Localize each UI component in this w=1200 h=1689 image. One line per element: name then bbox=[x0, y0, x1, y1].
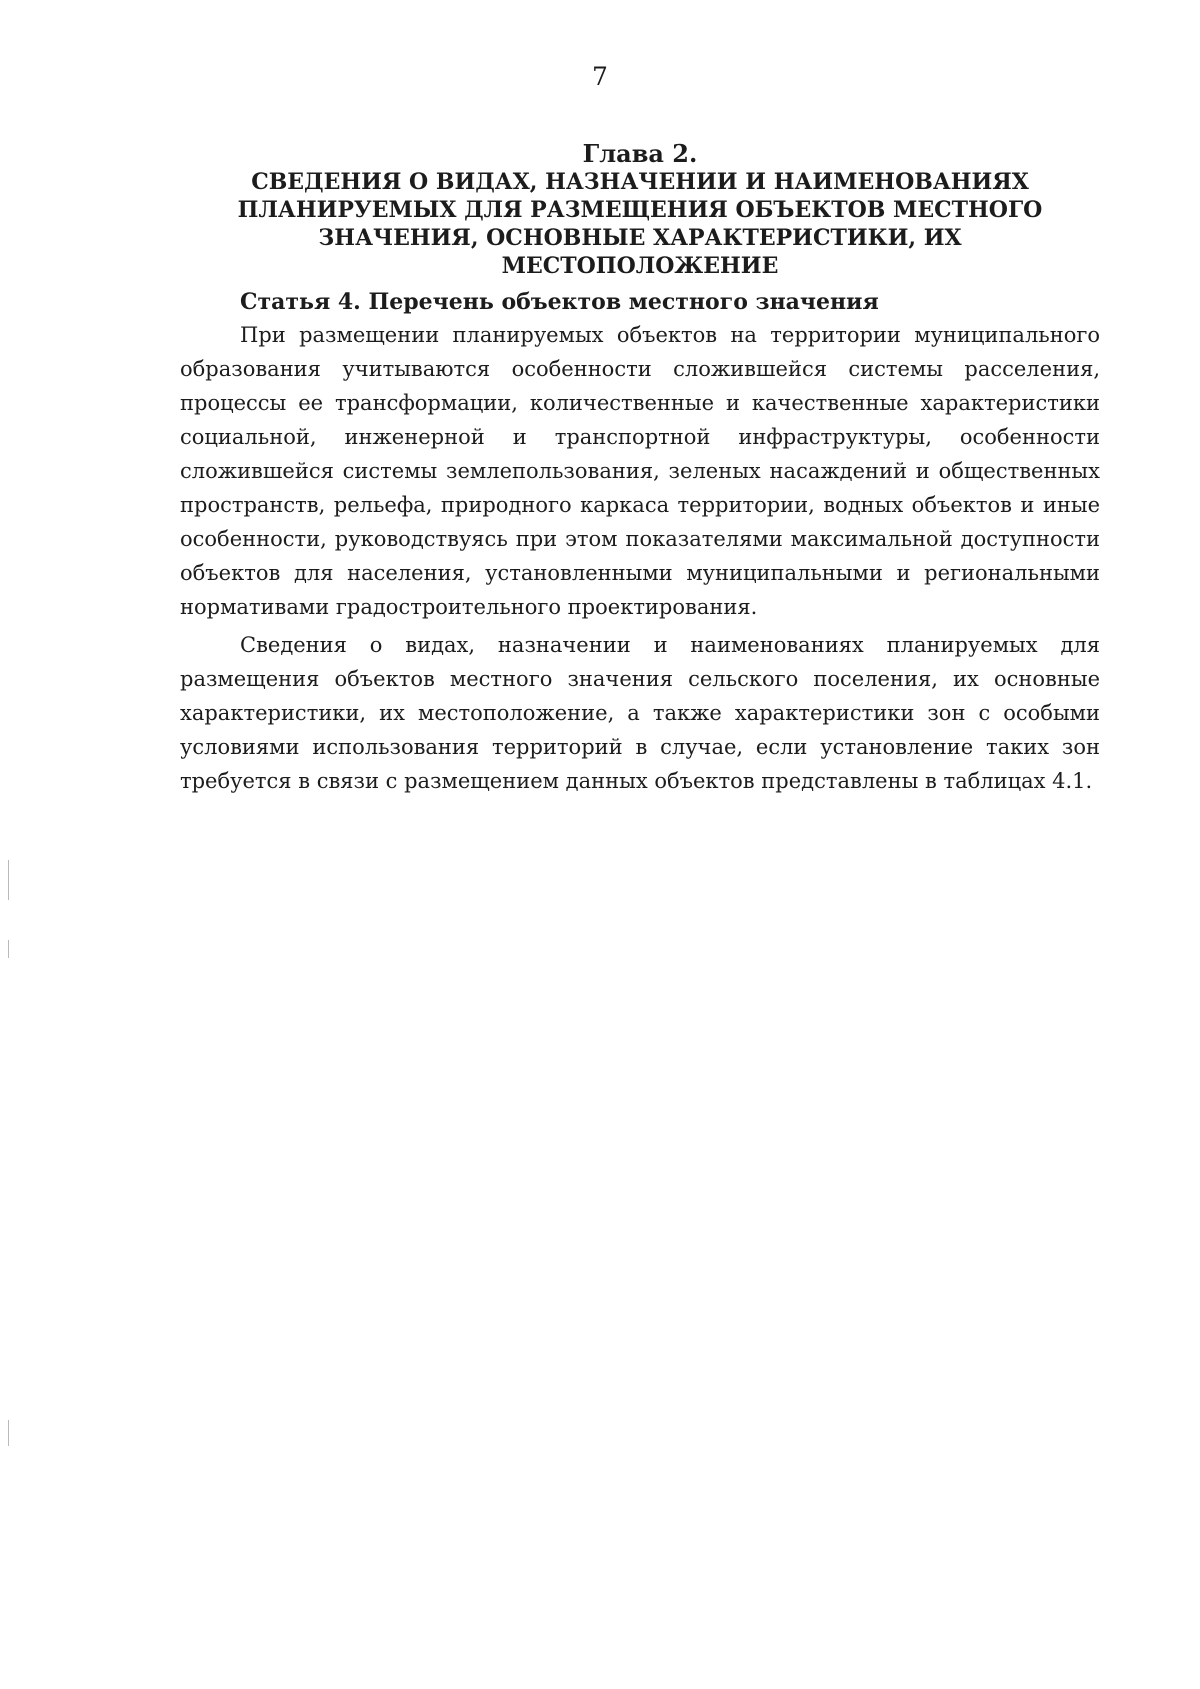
chapter-label: Глава 2. bbox=[582, 139, 698, 168]
article-title: Статья 4. Перечень объектов местного значения bbox=[240, 289, 879, 315]
paragraph: Сведения о видах, назначении и наименованиях планируемых для размещения объектов местного значения сельского поселения, их основные характеристики, их местоположение, а также характеристики зон с особыми условиями использования территорий в случае, если установление таких зон требуется в связи с размещением данных объектов представлены в таблицах 4.1. bbox=[180, 633, 1100, 793]
paragraph: При размещении планируемых объектов на территории муниципального образования учитываются особенности сложившейся системы расселения, процессы ее трансформации, количественные и качественные характеристики социальной, инженерной и транспортной инфраструктуры, особенности сложившейся системы землепользования, зеленых насаждений и общественных пространств, рельефа, природного каркаса территории, водных объектов и иные особенности, руководствуясь при этом показателями максимальной доступности объектов для населения, установленными муниципальными и региональными нормативами градостроительного проектирования. bbox=[180, 323, 1100, 619]
scan-artifact bbox=[8, 940, 9, 958]
chapter-title: СВЕДЕНИЯ О ВИДАХ, НАЗНАЧЕНИИ И НАИМЕНОВАНИЯХ ПЛАНИРУЕМЫХ ДЛЯ РАЗМЕЩЕНИЯ ОБЪЕКТОВ МЕСТНОГО ЗНАЧЕНИЯ, ОСНОВНЫЕ ХАРАКТЕРИСТИКИ, ИХ МЕСТОПОЛОЖЕНИЕ bbox=[237, 169, 1043, 279]
scan-artifact bbox=[8, 860, 9, 900]
scan-artifact bbox=[8, 1420, 9, 1446]
page-number: 7 bbox=[592, 62, 608, 91]
chapter-heading bbox=[180, 140, 1100, 280]
article-body bbox=[180, 318, 1100, 802]
